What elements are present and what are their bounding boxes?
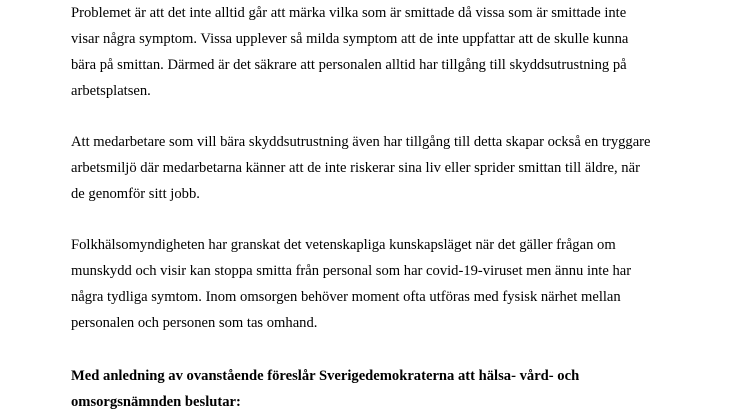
text-line: arbetsmiljö där medarbetarna känner att de inte riskerar sina liv eller sprider smittan till äldre, när bbox=[71, 160, 640, 176]
text-line: Att medarbetare som vill bära skyddsutrustning även har tillgång till detta skapar också en tryggare bbox=[71, 134, 651, 150]
text-line: Folkhälsomyndigheten har granskat det vetenskapliga kunskapsläget när det gäller frågan om bbox=[71, 237, 616, 253]
text-line: några tydliga symtom. Inom omsorgen behöver moment ofta utföras med fysisk närhet mellan bbox=[71, 289, 621, 305]
text-line: arbetsplatsen. bbox=[71, 83, 151, 99]
text-line: Med anledning av ovanstående föreslår Sverigedemokraterna att hälsa- vård- och bbox=[71, 368, 580, 384]
paragraph-work-environment bbox=[71, 129, 711, 207]
text-line: visar några symptom. Vissa upplever så milda symptom att de inte uppfattar att de skulle kunna bbox=[71, 31, 629, 47]
proposal-heading bbox=[71, 363, 711, 415]
paragraph-problem bbox=[71, 0, 711, 104]
text-line: bära på smittan. Därmed är det säkrare att personalen alltid har tillgång till skyddsutrustning på bbox=[71, 57, 627, 73]
text-line: de genomför sitt jobb. bbox=[71, 186, 200, 202]
text-line: Problemet är att det inte alltid går att märka vilka som är smittade då vissa som är smittade inte bbox=[71, 5, 627, 21]
paragraph-public-health-agency bbox=[71, 232, 711, 336]
text-line: munskydd och visir kan stoppa smitta från personal som har covid-19-viruset men ännu inte har bbox=[71, 263, 632, 279]
text-line: omsorgsnämnden beslutar: bbox=[71, 394, 241, 410]
text-line: personalen och personen som tas omhand. bbox=[71, 315, 318, 331]
